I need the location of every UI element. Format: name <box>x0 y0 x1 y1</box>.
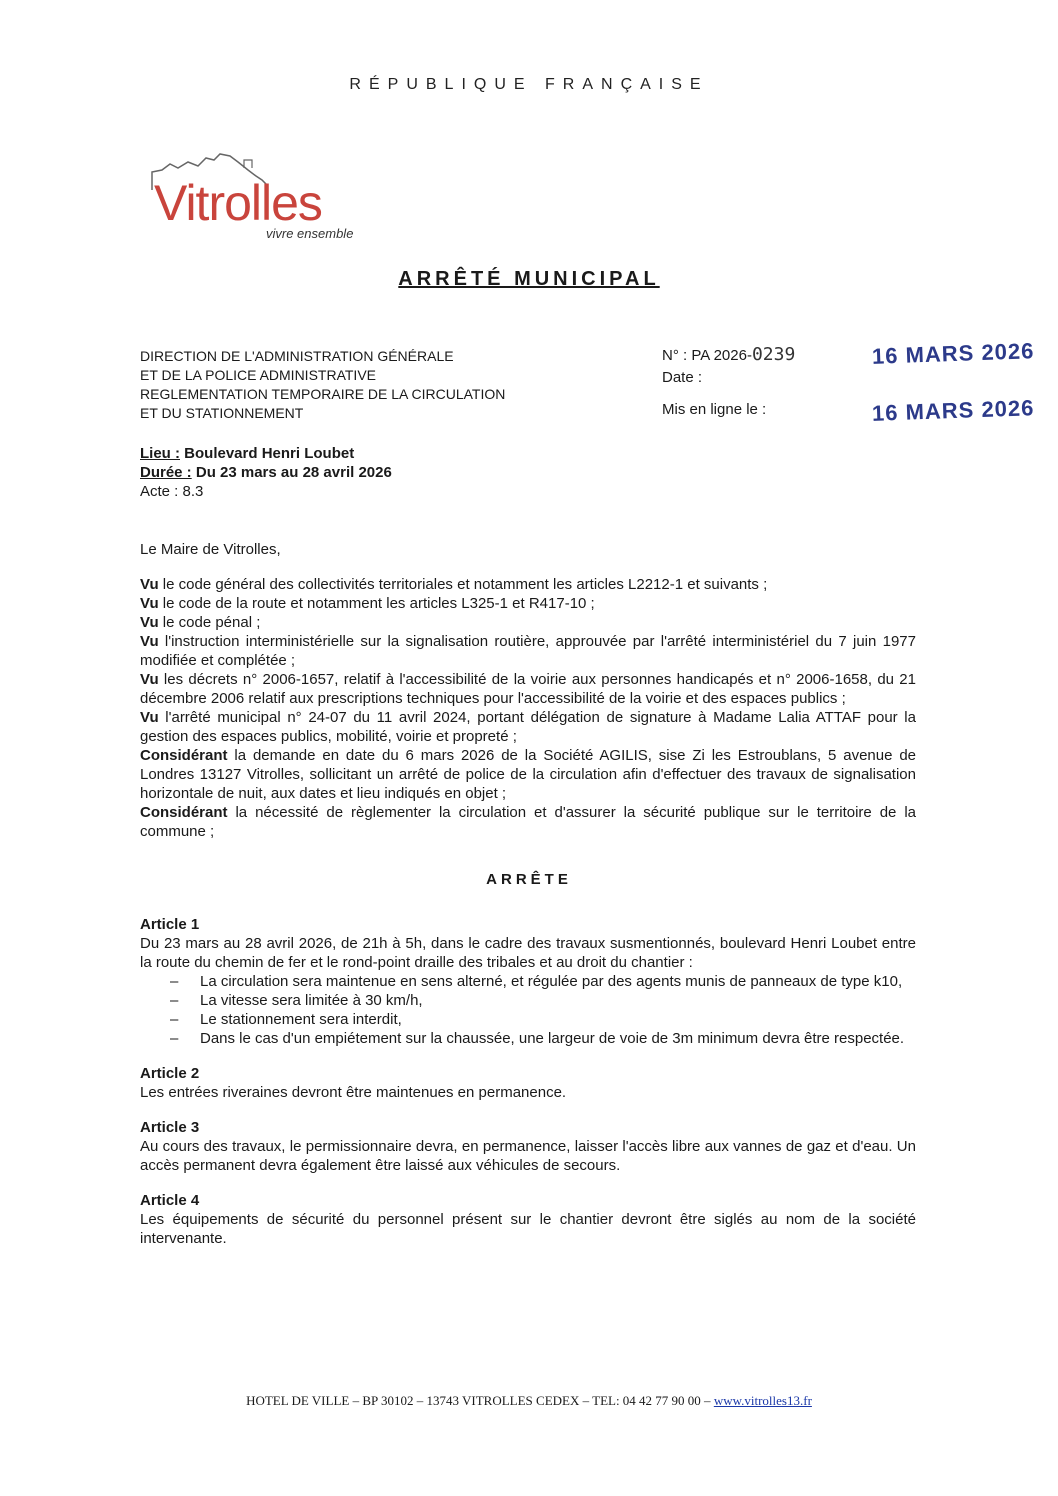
article-title: Article 3 <box>140 1119 200 1136</box>
preamble-item: Vu le code pénal ; <box>140 614 261 631</box>
direction-line: ET DU STATIONNEMENT <box>140 405 304 421</box>
preamble-item: Considérant la demande en date du 6 mars 2026 de la Société AGILIS, sise Zi les Estroublans, 5 avenue de Londres 13127 Vitrolles, sollicitant un arrêté de police de la circulation afin d'effectuer des travaux de signalisation horizontale de nuit, aux dates et lieu indiqués en objet ; <box>140 747 916 802</box>
online-label: Mis en ligne le : <box>662 401 767 418</box>
footer <box>0 1393 1058 1409</box>
preamble-item: Vu le code général des collectivités territoriales et notamment les articles L2212-1 et suivants ; <box>140 576 768 593</box>
list-item: – La circulation sera maintenue en sens alterné, et régulée par des agents munis de panneaux de type k10, <box>140 972 916 991</box>
logo-tagline: vivre ensemble <box>266 226 354 241</box>
article-title: Article 2 <box>140 1065 200 1082</box>
preamble-item: Vu l'arrêté municipal n° 24-07 du 11 avril 2024, portant délégation de signature à Madame Lalia ATTAF pour la gestion des espaces publics, mobilité, voirie et propreté ; <box>140 709 916 745</box>
direction-line: ET DE LA POLICE ADMINISTRATIVE <box>140 367 376 383</box>
reference-block <box>662 344 795 389</box>
direction-line: DIRECTION DE L'ADMINISTRATION GÉNÉRALE <box>140 348 454 364</box>
logo-name: Vitrolles <box>154 175 322 231</box>
online-date-stamp: 16 MARS 2026 <box>871 395 1035 426</box>
acte-value: Acte : 8.3 <box>140 483 204 500</box>
article-text: Les entrées riveraines devront être maintenues en permanence. <box>140 1084 567 1101</box>
number-label: N° : PA 2026- <box>662 347 752 364</box>
list-item: – La vitesse sera limitée à 30 km/h, <box>140 991 916 1010</box>
footer-address: HOTEL DE VILLE – BP 30102 – 13743 VITROLLES CEDEX – TEL: 04 42 77 90 00 – <box>246 1393 714 1408</box>
article-title: Article 1 <box>140 916 200 933</box>
date-label: Date : <box>662 369 703 386</box>
list-item: – Dans le cas d'un empiétement sur la chaussée, une largeur de voie de 3m minimum devra être respectée. <box>140 1029 916 1048</box>
header-republique: RÉPUBLIQUE FRANÇAISE <box>349 76 709 93</box>
handwritten-number: 0239 <box>751 344 796 365</box>
preamble <box>140 540 916 841</box>
meta-block <box>140 444 392 501</box>
article-text: Les équipements de sécurité du personnel présent sur le chantier devront être siglés au nom de la société intervenante. <box>140 1211 916 1247</box>
direction-line: REGLEMENTATION TEMPORAIRE DE LA CIRCULATION <box>140 386 506 402</box>
greeting: Le Maire de Vitrolles, <box>140 541 281 558</box>
article-bullets <box>140 972 916 1048</box>
duree-label: Durée : <box>140 464 192 481</box>
list-item: – Le stationnement sera interdit, <box>140 1010 916 1029</box>
articles <box>140 915 916 1264</box>
preamble-item: Vu les décrets n° 2006-1657, relatif à l'accessibilité de la voirie aux personnes handicapés et n° 2006-1658, du 21 décembre 2006 relatif aux prescriptions techniques pour l'accessibilité de la voirie et des espaces publics ; <box>140 671 916 707</box>
vitrolles-logo <box>148 150 388 245</box>
page-title: ARRÊTÉ MUNICIPAL <box>398 268 660 290</box>
preamble-item: Vu le code de la route et notamment les articles L325-1 et R417-10 ; <box>140 595 595 612</box>
duree-value: Du 23 mars au 28 avril 2026 <box>195 464 392 481</box>
lieu-value: Boulevard Henri Loubet <box>184 445 355 462</box>
article-title: Article 4 <box>140 1192 200 1209</box>
direction-block <box>140 347 505 423</box>
arrete-heading: ARRÊTE <box>486 871 572 888</box>
preamble-item: Considérant la nécessité de règlementer la circulation et d'assurer la sécurité publique sur le territoire de la commune ; <box>140 804 916 840</box>
article-text: Du 23 mars au 28 avril 2026, de 21h à 5h, dans le cadre des travaux susmentionnés, boulevard Henri Loubet entre la route du chemin de fer et le rond-point draille des tribales et au droit du chantier : <box>140 935 916 971</box>
preamble-item: Vu l'instruction interministérielle sur la signalisation routière, approuvée par l'arrêté interministériel du 7 juin 1977 modifiée et complétée ; <box>140 633 916 669</box>
lieu-label: Lieu : <box>140 445 180 462</box>
article-text: Au cours des travaux, le permissionnaire devra, en permanence, laisser l'accès libre aux vannes de gaz et d'eau. Un accès permanent devra également être laissé aux véhicules de secours. <box>140 1138 916 1174</box>
website-link[interactable]: www.vitrolles13.fr <box>713 1393 812 1408</box>
date-stamp: 16 MARS 2026 <box>871 338 1035 369</box>
